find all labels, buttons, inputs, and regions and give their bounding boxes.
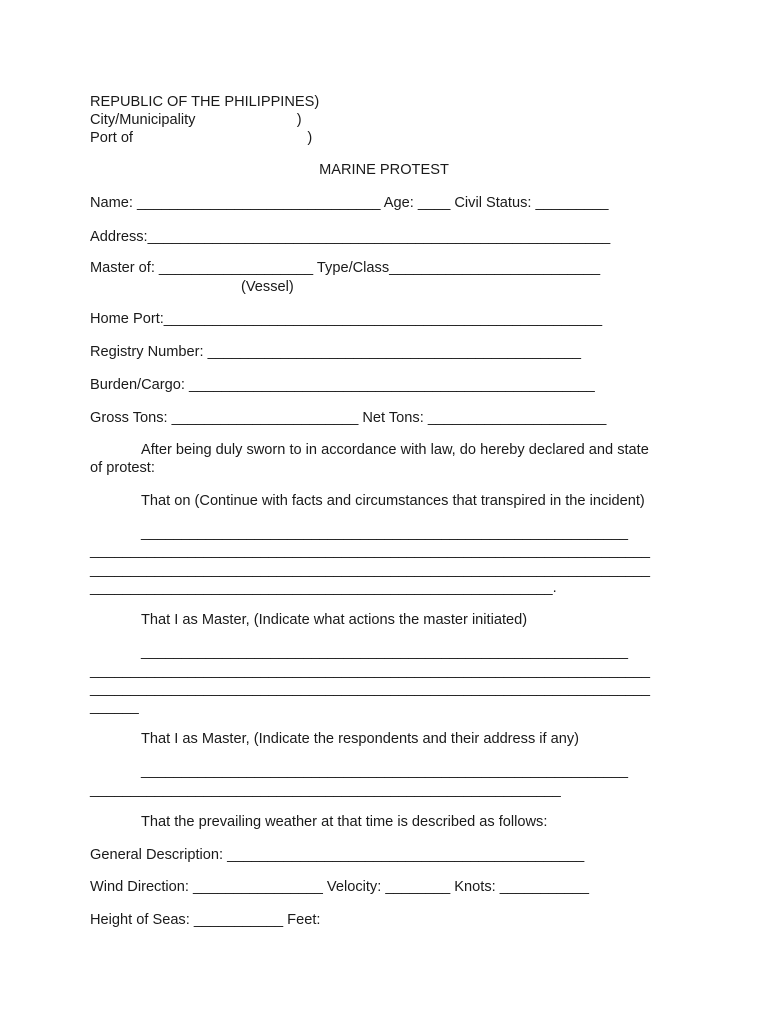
actions-heading: That I as Master, (Indicate what actions the master initiated) — [141, 612, 528, 628]
burden-cargo-line: Burden/Cargo: __________________________________________________ — [90, 377, 595, 393]
tons-line: Gross Tons: _______________________ Net Tons: ______________________ — [90, 410, 607, 426]
height-of-seas-line: Height of Seas: ___________ Feet: — [90, 912, 321, 928]
general-description-line: General Description: ____________________________________________ — [90, 847, 585, 863]
vessel-caption: (Vessel) — [241, 279, 294, 295]
registry-number-line: Registry Number: ______________________________________________ — [90, 344, 581, 360]
header-republic: REPUBLIC OF THE PHILIPPINES) — [90, 94, 320, 110]
header-city: City/Municipality ) — [90, 112, 302, 128]
respondents-blank-1: ____________________________________________________________ — [141, 763, 628, 779]
declaration-line-2: of protest: — [90, 460, 155, 476]
facts-blank-4: _________________________________________________________. — [90, 580, 557, 596]
name-age-status-line: Name: ______________________________ Age: ____ Civil Status: _________ — [90, 195, 609, 211]
actions-blank-3: _____________________________________________________________________ — [90, 681, 651, 697]
facts-blank-2: _____________________________________________________________________ — [90, 543, 651, 559]
address-line: Address:_________________________________________________________ — [90, 229, 611, 245]
master-type-line: Master of: ___________________ Type/Class__________________________ — [90, 260, 601, 276]
facts-blank-1: ____________________________________________________________ — [141, 525, 628, 541]
actions-blank-4: ______ — [90, 699, 139, 715]
actions-blank-1: ____________________________________________________________ — [141, 644, 628, 660]
header-port: Port of ) — [90, 130, 313, 146]
wind-velocity-line: Wind Direction: ________________ Velocity: ________ Knots: ___________ — [90, 879, 590, 895]
declaration-line-1: After being duly sworn to in accordance with law, do hereby declared and state — [141, 442, 649, 458]
facts-heading: That on (Continue with facts and circumstances that transpired in the incident) — [141, 493, 645, 509]
document-title: MARINE PROTEST — [319, 162, 449, 178]
actions-blank-2: _____________________________________________________________________ — [90, 663, 651, 679]
respondents-heading: That I as Master, (Indicate the respondents and their address if any) — [141, 731, 580, 747]
weather-heading: That the prevailing weather at that time is described as follows: — [141, 814, 548, 830]
facts-blank-3: _____________________________________________________________________ — [90, 562, 651, 578]
home-port-line: Home Port:______________________________________________________ — [90, 311, 603, 327]
respondents-blank-2: __________________________________________________________ — [90, 782, 561, 798]
